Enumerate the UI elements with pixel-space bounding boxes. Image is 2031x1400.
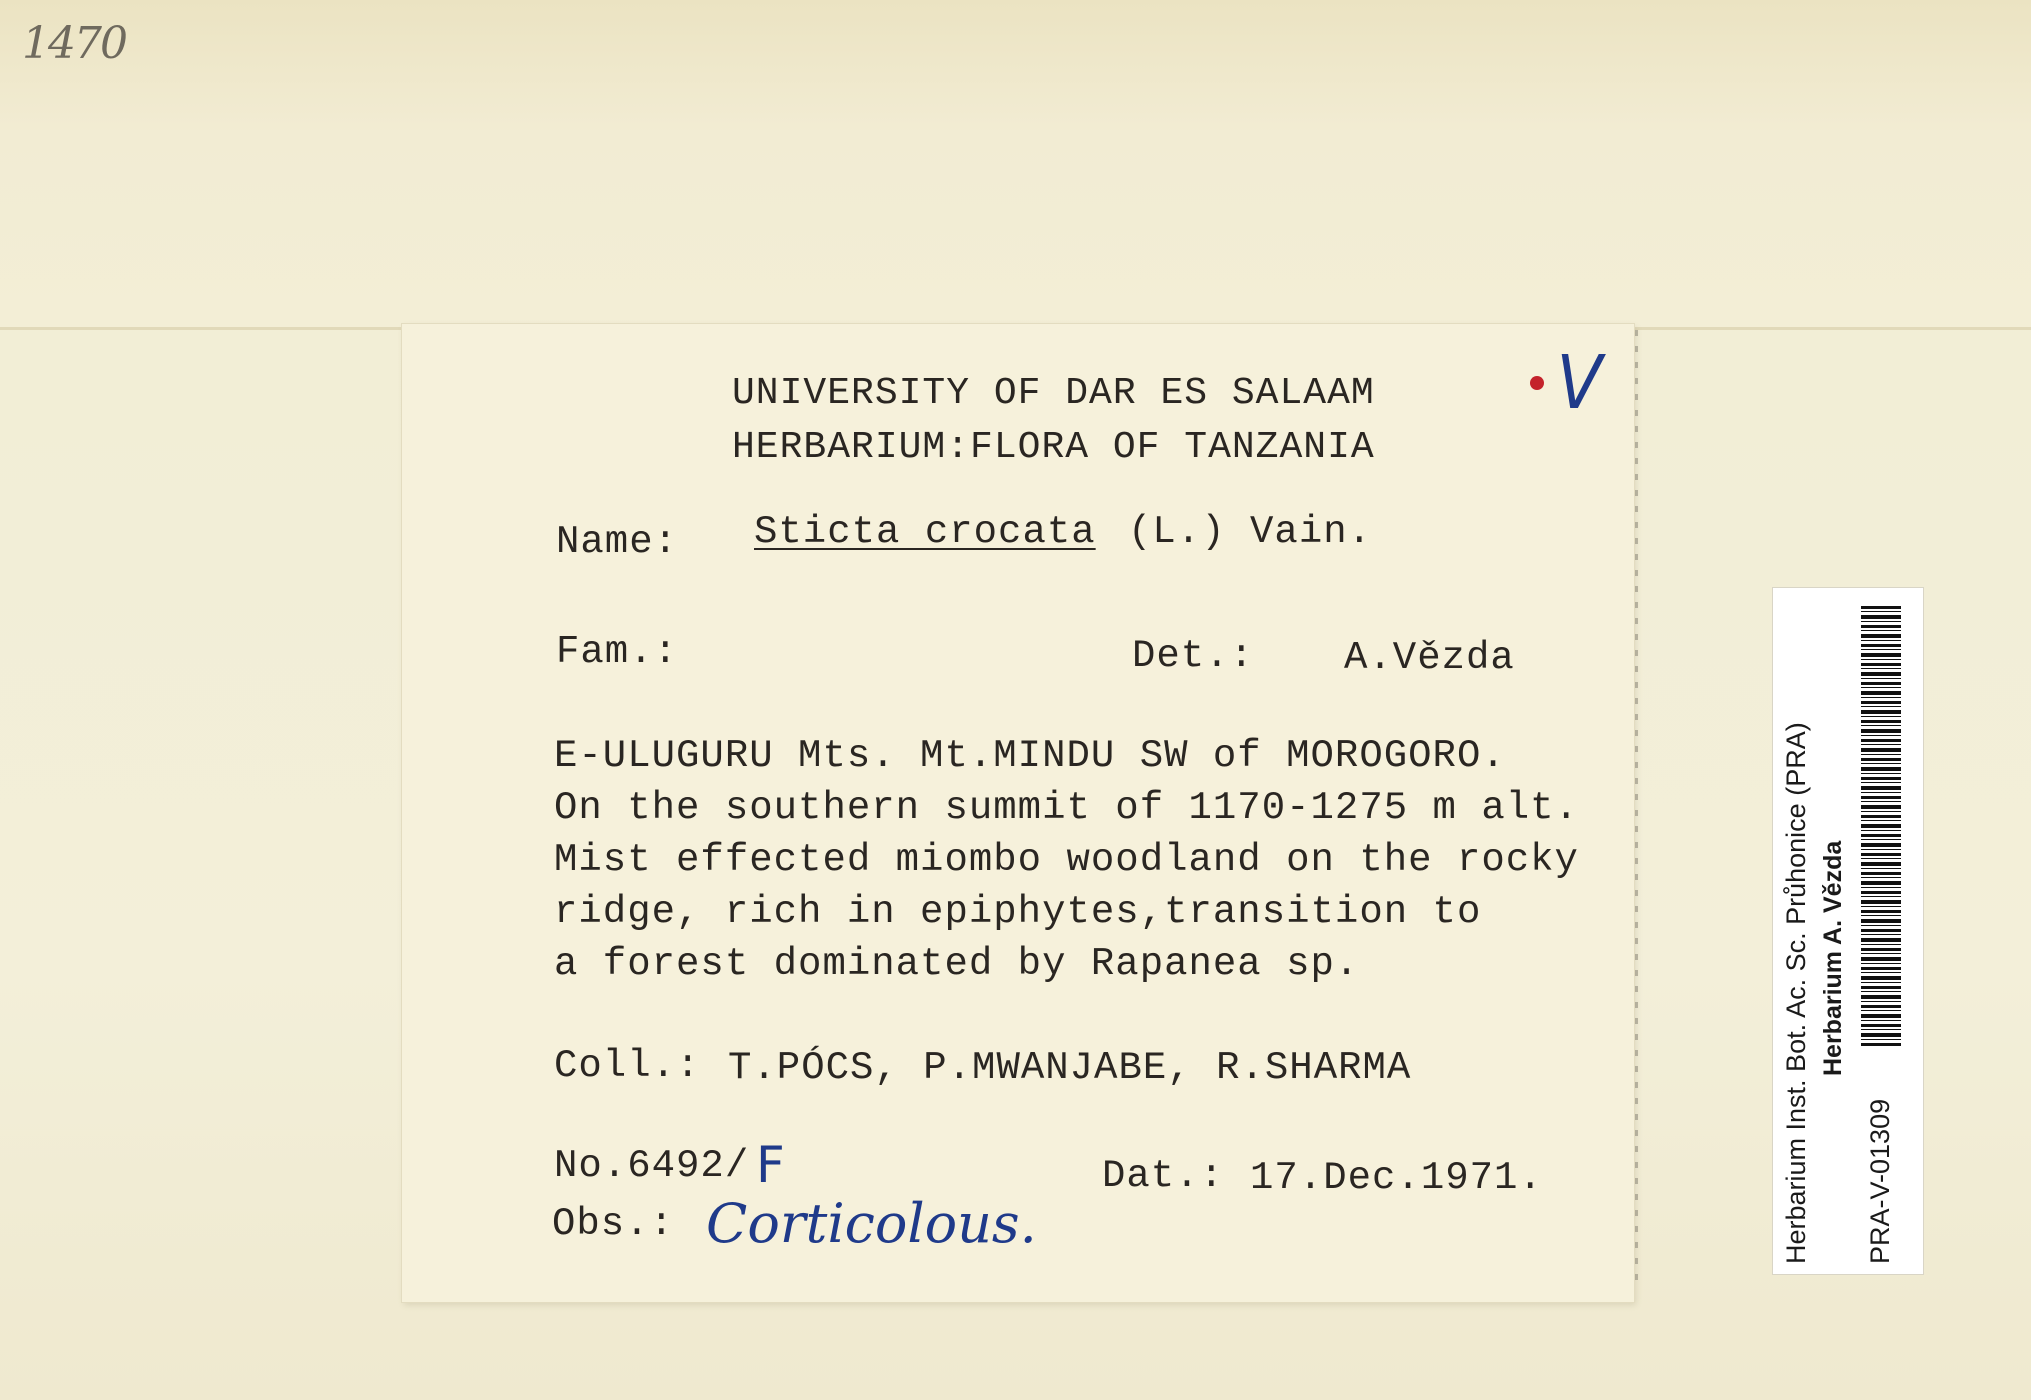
family-label: Fam.: xyxy=(556,630,679,674)
locality-line-2: On the southern summit of 1170-1275 m alt. xyxy=(554,786,1579,830)
obs-label: Obs.: xyxy=(552,1202,675,1246)
pencil-number: 1470 xyxy=(22,18,126,69)
header-institution: UNIVERSITY OF DAR ES SALAAM xyxy=(732,372,1375,415)
label-edge xyxy=(1635,330,1638,1290)
stamp-herbarium: Herbarium A. Vězda xyxy=(1819,840,1847,1076)
taxon-name: Sticta crocata xyxy=(754,510,1096,554)
date-value: 17.Dec.1971. xyxy=(1250,1156,1543,1200)
determiner-label: Det.: xyxy=(1132,634,1255,678)
number-suffix-handwritten: F xyxy=(756,1136,785,1194)
locality-line-5: a forest dominated by Rapanea sp. xyxy=(554,942,1360,986)
collector-value: T.PÓCS, P.MWANJABE, R.SHARMA xyxy=(728,1046,1412,1090)
date-label: Dat.: xyxy=(1102,1154,1225,1198)
herbarium-stamp xyxy=(1773,588,1923,1274)
red-dot-mark xyxy=(1530,376,1544,390)
upper-sheet xyxy=(0,0,2031,330)
name-label: Name: xyxy=(556,520,679,564)
barcode xyxy=(1861,606,1901,1046)
locality-line-3: Mist effected miombo woodland on the rocky xyxy=(554,838,1579,882)
obs-handwritten: Corticolous. xyxy=(706,1192,1037,1255)
collector-label: Coll.: xyxy=(554,1044,701,1088)
specimen-id: PRA-V-01309 xyxy=(1865,1098,1895,1264)
locality-line-1: E-ULUGURU Mts. Mt.MINDU SW of MOROGORO. xyxy=(554,734,1506,778)
taxon-author: (L.) Vain. xyxy=(1128,510,1373,554)
number-label: No.6492/ xyxy=(554,1144,750,1188)
herbarium-label xyxy=(402,324,1634,1302)
determiner-value: A.Vězda xyxy=(1344,636,1515,680)
check-mark: V xyxy=(1556,340,1603,426)
header-herbarium: HERBARIUM:FLORA OF TANZANIA xyxy=(732,426,1375,469)
locality-line-4: ridge, rich in epiphytes,transition to xyxy=(554,890,1482,934)
stamp-institution: Herbarium Inst. Bot. Ac. Sc. Průhonice (PRA) xyxy=(1781,722,1811,1264)
